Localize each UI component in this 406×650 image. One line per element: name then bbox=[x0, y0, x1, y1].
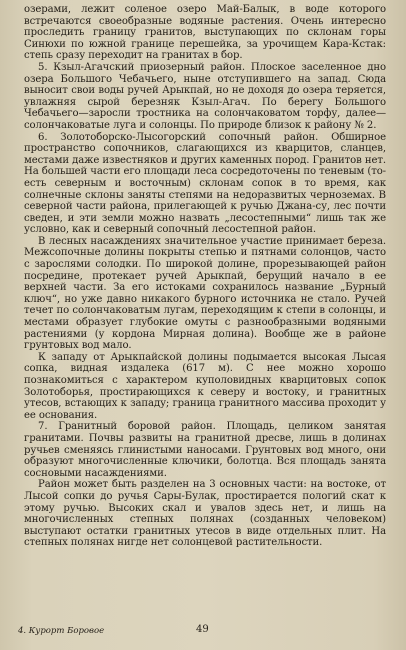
printer-signature: 4. Курорт Боровое bbox=[18, 626, 105, 636]
paragraph: В лесных насаждениях значительное участие принимает береза. Межсопочные долины покрыты степью и пятнами солонцов, часто с зарослями солодки. По широкой долине, прорезывающей район посредине, протекает ручей Арыкпай, берущий начало в ее верхней части. За его истоками сохранилось название „Бурный ключ“, но уже давно никакого бурного источника не стало. Ручей течет по солончаковатым лугам, переходящим к степи в солонцы, и местами образует глубокие омуты с разнообразными водяными растениями (у кордона Мирная долина). Вообще же в районе грунтовых вод мало. bbox=[24, 235, 386, 352]
paragraph: 5. Кзыл-Агачский приозерный район. Плоское заселенное дно озера Большого Чебачьего, ныне отступившего на запад. Сюда выносит свои воды ручей Арыкпай, но не доходя до озера теряется, увлажняя сырой березняк Кзыл-Агач. По берегу Большого Чебачьего—заросли тростника на солончаковатом торфу, далее—солончаковатые луга и солонцы. По природе близок к району № 2. bbox=[24, 61, 386, 131]
paragraph: 6. Золотоборско-Лысогорский сопочный район. Обширное пространство сопочников, слагающихся из кварцитов, сланцев, местами даже известняков и других каменных пород. Гранитов нет. На большей части его площади леса сосредоточены по теневым (то-есть северным и восточным) склонам сопок в то время, как солнечные склоны заняты степями на недоразвитых черноземах. В северной части района, прилегающей к ручью Джана-су, лес почти сведен, и эти земли можно назвать „лесостепными“ лишь так же условно, как и северный сопочный лесостепной район. bbox=[24, 131, 386, 236]
paragraph: Район может быть разделен на 3 основных части: на востоке, от Лысой сопки до ручья Сары-Булак, простирается пологий скат к этому ручью. Высоких скал и увалов здесь нет, и лишь на многочисленных степных полянах (созданных человеком) выступают остатки гранитных утесов в виде отдельных плит. На степных полянах нигде нет солонцевой растительности. bbox=[24, 479, 386, 549]
paragraph: К западу от Арыкпайской долины подымается высокая Лысая сопка, видная издалека (617 м). С нее можно хорошо познакомиться с характером куполовидных кварцитовых сопок Золотоборья, простирающихся к северу и востоку, и гранитных утесов, встающих к западу; граница гранитного массива проходит у ее основания. bbox=[24, 351, 386, 421]
page-number: 49 bbox=[196, 624, 209, 635]
body-text bbox=[24, 4, 386, 549]
paragraph: 7. Гранитный боровой район. Площадь, целиком занятая гранитами. Почвы развиты на гранитной дресве, лишь в долинах ручьев сменяясь глинистыми наносами. Грунтовых вод много, они образуют многочисленные ключики, болотца. Вся площадь занята сосновыми насаждениями. bbox=[24, 421, 386, 479]
paragraph: озерами, лежит соленое озеро Май-Балык, в водe которого встречаются своеобразные водяные растения. Очень интересно проследить границу гранитов, выступающих по склонам горы Синюхи по южной границе перешейка, за урочищем Кара-Кстак: степь сразу переходит на гранитах в бор. bbox=[24, 4, 386, 62]
